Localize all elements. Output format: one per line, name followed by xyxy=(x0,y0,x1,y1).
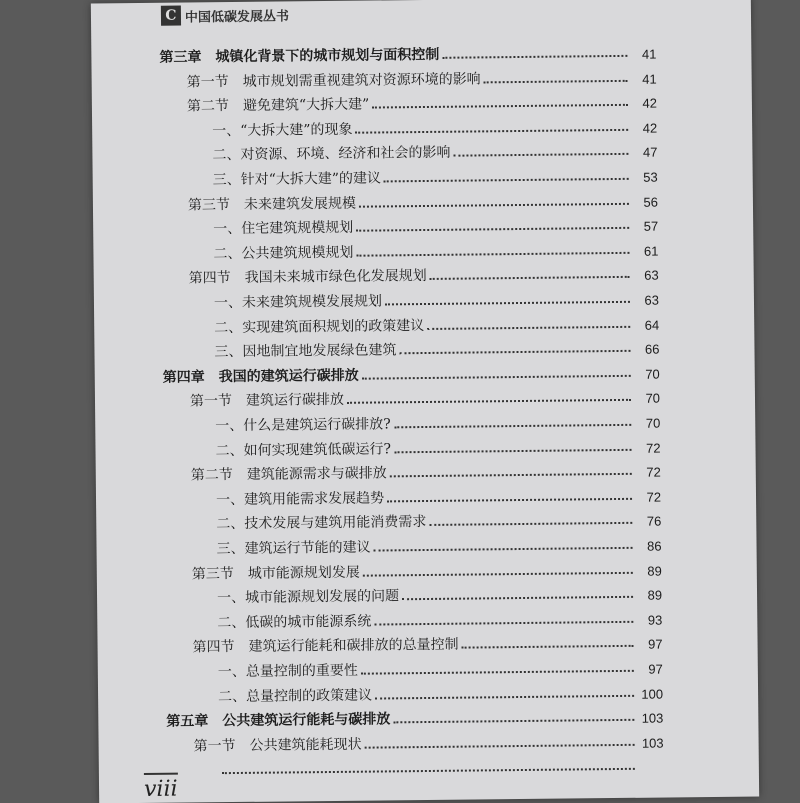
toc-entry-page: 56 xyxy=(632,194,658,209)
toc-entry-page: 72 xyxy=(634,440,660,455)
toc-entry-page: 66 xyxy=(633,342,659,357)
toc-entry-page: 53 xyxy=(632,170,658,185)
toc-entry-title: 二、公共建筑规模规划 xyxy=(213,242,353,263)
toc-entry-title: 二、对资源、环境、经济和社会的影响 xyxy=(212,142,450,164)
dot-leader xyxy=(374,546,633,552)
toc-entry-page: 63 xyxy=(633,293,659,308)
toc-entry-page: 42 xyxy=(631,120,657,135)
toc-entry-page: 61 xyxy=(632,243,658,258)
toc-entry-title: 第三节 未来建筑发展规模 xyxy=(188,192,356,214)
dot-leader xyxy=(399,349,630,354)
toc-entry-page: 47 xyxy=(631,145,657,160)
toc-entry-title: 第四章 我国的建筑运行碳排放 xyxy=(163,364,359,386)
toc-entry-page: 41 xyxy=(630,47,656,62)
series-title: 中国低碳发展丛书 xyxy=(185,5,289,25)
page-number: viii xyxy=(144,773,178,802)
dot-leader xyxy=(484,78,628,83)
dot-leader xyxy=(372,103,628,109)
dot-leader xyxy=(374,620,633,626)
toc-entry-title: 第三节 城市能源规划发展 xyxy=(192,561,360,583)
dot-leader xyxy=(394,447,632,452)
dot-leader xyxy=(462,644,634,649)
toc-entry-title: 二、实现建筑面积规划的政策建议 xyxy=(214,315,424,337)
toc-entry-title: 第一节 城市规划需重视建筑对资源环境的影响 xyxy=(187,68,481,91)
toc-entry-title: 三、针对“大拆大建”的建议 xyxy=(213,167,382,189)
toc-entry-title: 二、技术发展与建筑用能消费需求 xyxy=(216,511,426,533)
toc-entry-title: 第一节 公共建筑能耗现状 xyxy=(193,733,361,755)
toc-entry-title: 三、因地制宜地发展绿色建筑 xyxy=(214,339,396,361)
dot-leader xyxy=(394,423,632,428)
dot-leader xyxy=(393,718,634,724)
toc-entry-title: 一、未来建筑规模发展规划 xyxy=(214,290,382,312)
toc-entry-page: 70 xyxy=(634,391,660,406)
toc-entry-title: 一、建筑用能需求发展趋势 xyxy=(216,487,384,509)
toc-entry-title: 一、什么是建筑运行碳排放? xyxy=(215,413,391,435)
toc-entry-page: 97 xyxy=(636,637,662,652)
dot-leader xyxy=(356,251,629,257)
toc-entry-page: 63 xyxy=(633,268,659,283)
toc-entry-title: 第五章 公共建筑运行能耗与碳排放 xyxy=(166,709,390,731)
dot-leader xyxy=(375,693,634,699)
toc-entry-page: 70 xyxy=(634,366,660,381)
table-of-contents xyxy=(91,37,751,44)
toc-entry-page: 89 xyxy=(636,563,662,578)
dot-leader xyxy=(222,767,635,774)
dot-leader xyxy=(361,669,634,675)
dot-leader xyxy=(384,177,629,183)
toc-entry-title: 第四节 我国未来城市绿色化发展规划 xyxy=(189,265,427,287)
dot-leader xyxy=(429,521,632,526)
toc-entry-title: 一、总量控制的重要性 xyxy=(218,660,358,681)
toc-entry-title: 第四节 建筑运行能耗和碳排放的总量控制 xyxy=(192,634,458,657)
toc-entry-title: 一、“大拆大建”的现象 xyxy=(212,119,353,140)
toc-item-entry xyxy=(219,751,664,780)
toc-entry-title: 第二节 建筑能源需求与碳排放 xyxy=(191,463,387,485)
dot-leader xyxy=(385,300,630,306)
toc-entry-page: 41 xyxy=(631,71,657,86)
toc-entry-title: 二、如何实现建筑低碳运行? xyxy=(215,438,391,460)
book-page xyxy=(91,0,759,803)
toc-entry-title: 三、建筑运行节能的建议 xyxy=(216,537,370,559)
dot-leader xyxy=(362,374,631,380)
dot-leader xyxy=(356,128,629,134)
dot-leader xyxy=(356,226,629,232)
dot-leader xyxy=(427,324,630,329)
series-logo: C xyxy=(161,6,181,26)
dot-leader xyxy=(363,570,633,576)
toc-entry-page: 70 xyxy=(634,416,660,431)
toc-entry-page: 89 xyxy=(636,588,662,603)
toc-entry-page: 72 xyxy=(635,489,661,504)
toc-entry-page: 76 xyxy=(635,514,661,529)
toc-entry-page: 93 xyxy=(636,612,662,627)
running-header xyxy=(161,0,721,29)
dot-leader xyxy=(453,152,628,157)
toc-entry-title: 第二节 避免建筑“大拆大建” xyxy=(187,94,370,116)
dot-leader xyxy=(359,201,629,207)
toc-entry-title: 一、住宅建筑规模规划 xyxy=(213,217,353,238)
toc-entry-title: 二、总量控制的政策建议 xyxy=(218,684,372,706)
dot-leader xyxy=(430,275,630,280)
toc-entry-page: 103 xyxy=(638,735,664,750)
dot-leader xyxy=(442,54,627,59)
dot-leader xyxy=(387,497,632,503)
dot-leader xyxy=(347,398,631,404)
toc-entry-title: 二、低碳的城市能源系统 xyxy=(217,610,371,632)
toc-entry-title: 第三章 城镇化背景下的城市规划与面积控制 xyxy=(159,44,439,67)
toc-entry-page: 42 xyxy=(631,96,657,111)
toc-entry-page: 103 xyxy=(637,711,663,726)
toc-entry-page: 100 xyxy=(637,686,663,701)
toc-entry-title: 一、城市能源规划发展的问题 xyxy=(217,585,399,607)
toc-entry-title: 第一节 建筑运行碳排放 xyxy=(190,389,344,411)
dot-leader xyxy=(390,472,632,478)
toc-entry-page: 72 xyxy=(635,465,661,480)
dot-leader xyxy=(402,595,633,600)
toc-entry-page: 57 xyxy=(632,219,658,234)
toc-entry-page: 64 xyxy=(633,317,659,332)
toc-entry-page: 97 xyxy=(637,662,663,677)
toc-entry-page: 86 xyxy=(635,539,661,554)
dot-leader xyxy=(365,743,635,749)
